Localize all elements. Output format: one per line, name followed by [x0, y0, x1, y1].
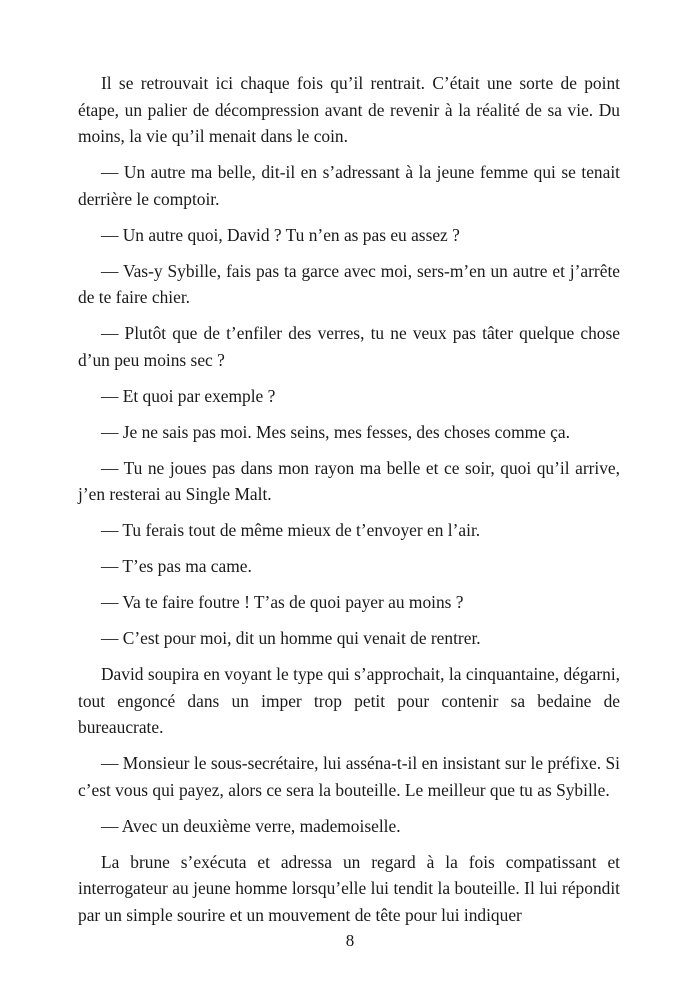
- paragraph-12: — C’est pour moi, dit un homme qui venait de rentrer.: [101, 628, 481, 648]
- page-number: 8: [345, 931, 355, 950]
- paragraph-5: — Plutôt que de t’enfiler des verres, tu ne veux pas tâter quelque chose d’un peu moins sec ?: [78, 323, 620, 370]
- paragraph-16: La brune s’exécuta et adressa un regard à la fois compatissant et interrogateur au jeune homme lorsqu’elle lui tendit la bouteille. Il lui répondit par un simple sourire et un mouvement de tête pour lui indiquer: [78, 851, 620, 925]
- paragraph-9: — Tu ferais tout de même mieux de t’envoyer en l’air.: [101, 520, 481, 540]
- paragraph-15: — Avec un deuxième verre, mademoiselle.: [101, 815, 401, 836]
- paragraph-10: — T’es pas ma came.: [101, 556, 252, 576]
- paragraph-13: David soupira en voyant le type qui s’approchait, la cinquantaine, dégarni, tout engoncé dans un imper trop petit pour contenir sa bedaine de bureaucrate.: [78, 664, 620, 737]
- paragraph-11: — Va te faire foutre ! T’as de quoi payer au moins ?: [101, 592, 464, 612]
- paragraph-14: — Monsieur le sous-secrétaire, lui asséna-t-il en insistant sur le préfixe. Si c’est vous qui payez, alors ce sera la bouteille. Le meilleur que tu as Sybille.: [78, 753, 620, 800]
- paragraph-8: — Tu ne joues pas dans mon rayon ma belle et ce soir, quoi qu’il arrive, j’en resterai au Single Malt.: [78, 457, 620, 504]
- paragraph-7: — Je ne sais pas moi. Mes seins, mes fesses, des choses comme ça.: [101, 421, 570, 442]
- paragraph-3: — Un autre quoi, David ? Tu n’en as pas eu assez ?: [101, 224, 460, 245]
- paragraph-6: — Et quoi par exemple ?: [101, 385, 276, 406]
- paragraph-2: — Un autre ma belle, dit-il en s’adressant à la jeune femme qui se tenait derrière le comptoir.: [78, 162, 620, 209]
- paragraph-1: Il se retrouvait ici chaque fois qu’il rentrait. C’était une sorte de point étape, un palier de décompression avant de revenir à la réalité de sa vie. Du moins, la vie qu’il menait dans le coin.: [78, 73, 620, 146]
- paragraph-4: — Vas-y Sybille, fais pas ta garce avec moi, sers-m’en un autre et j’arrête de te faire chier.: [78, 260, 620, 307]
- page-body: [78, 70, 620, 938]
